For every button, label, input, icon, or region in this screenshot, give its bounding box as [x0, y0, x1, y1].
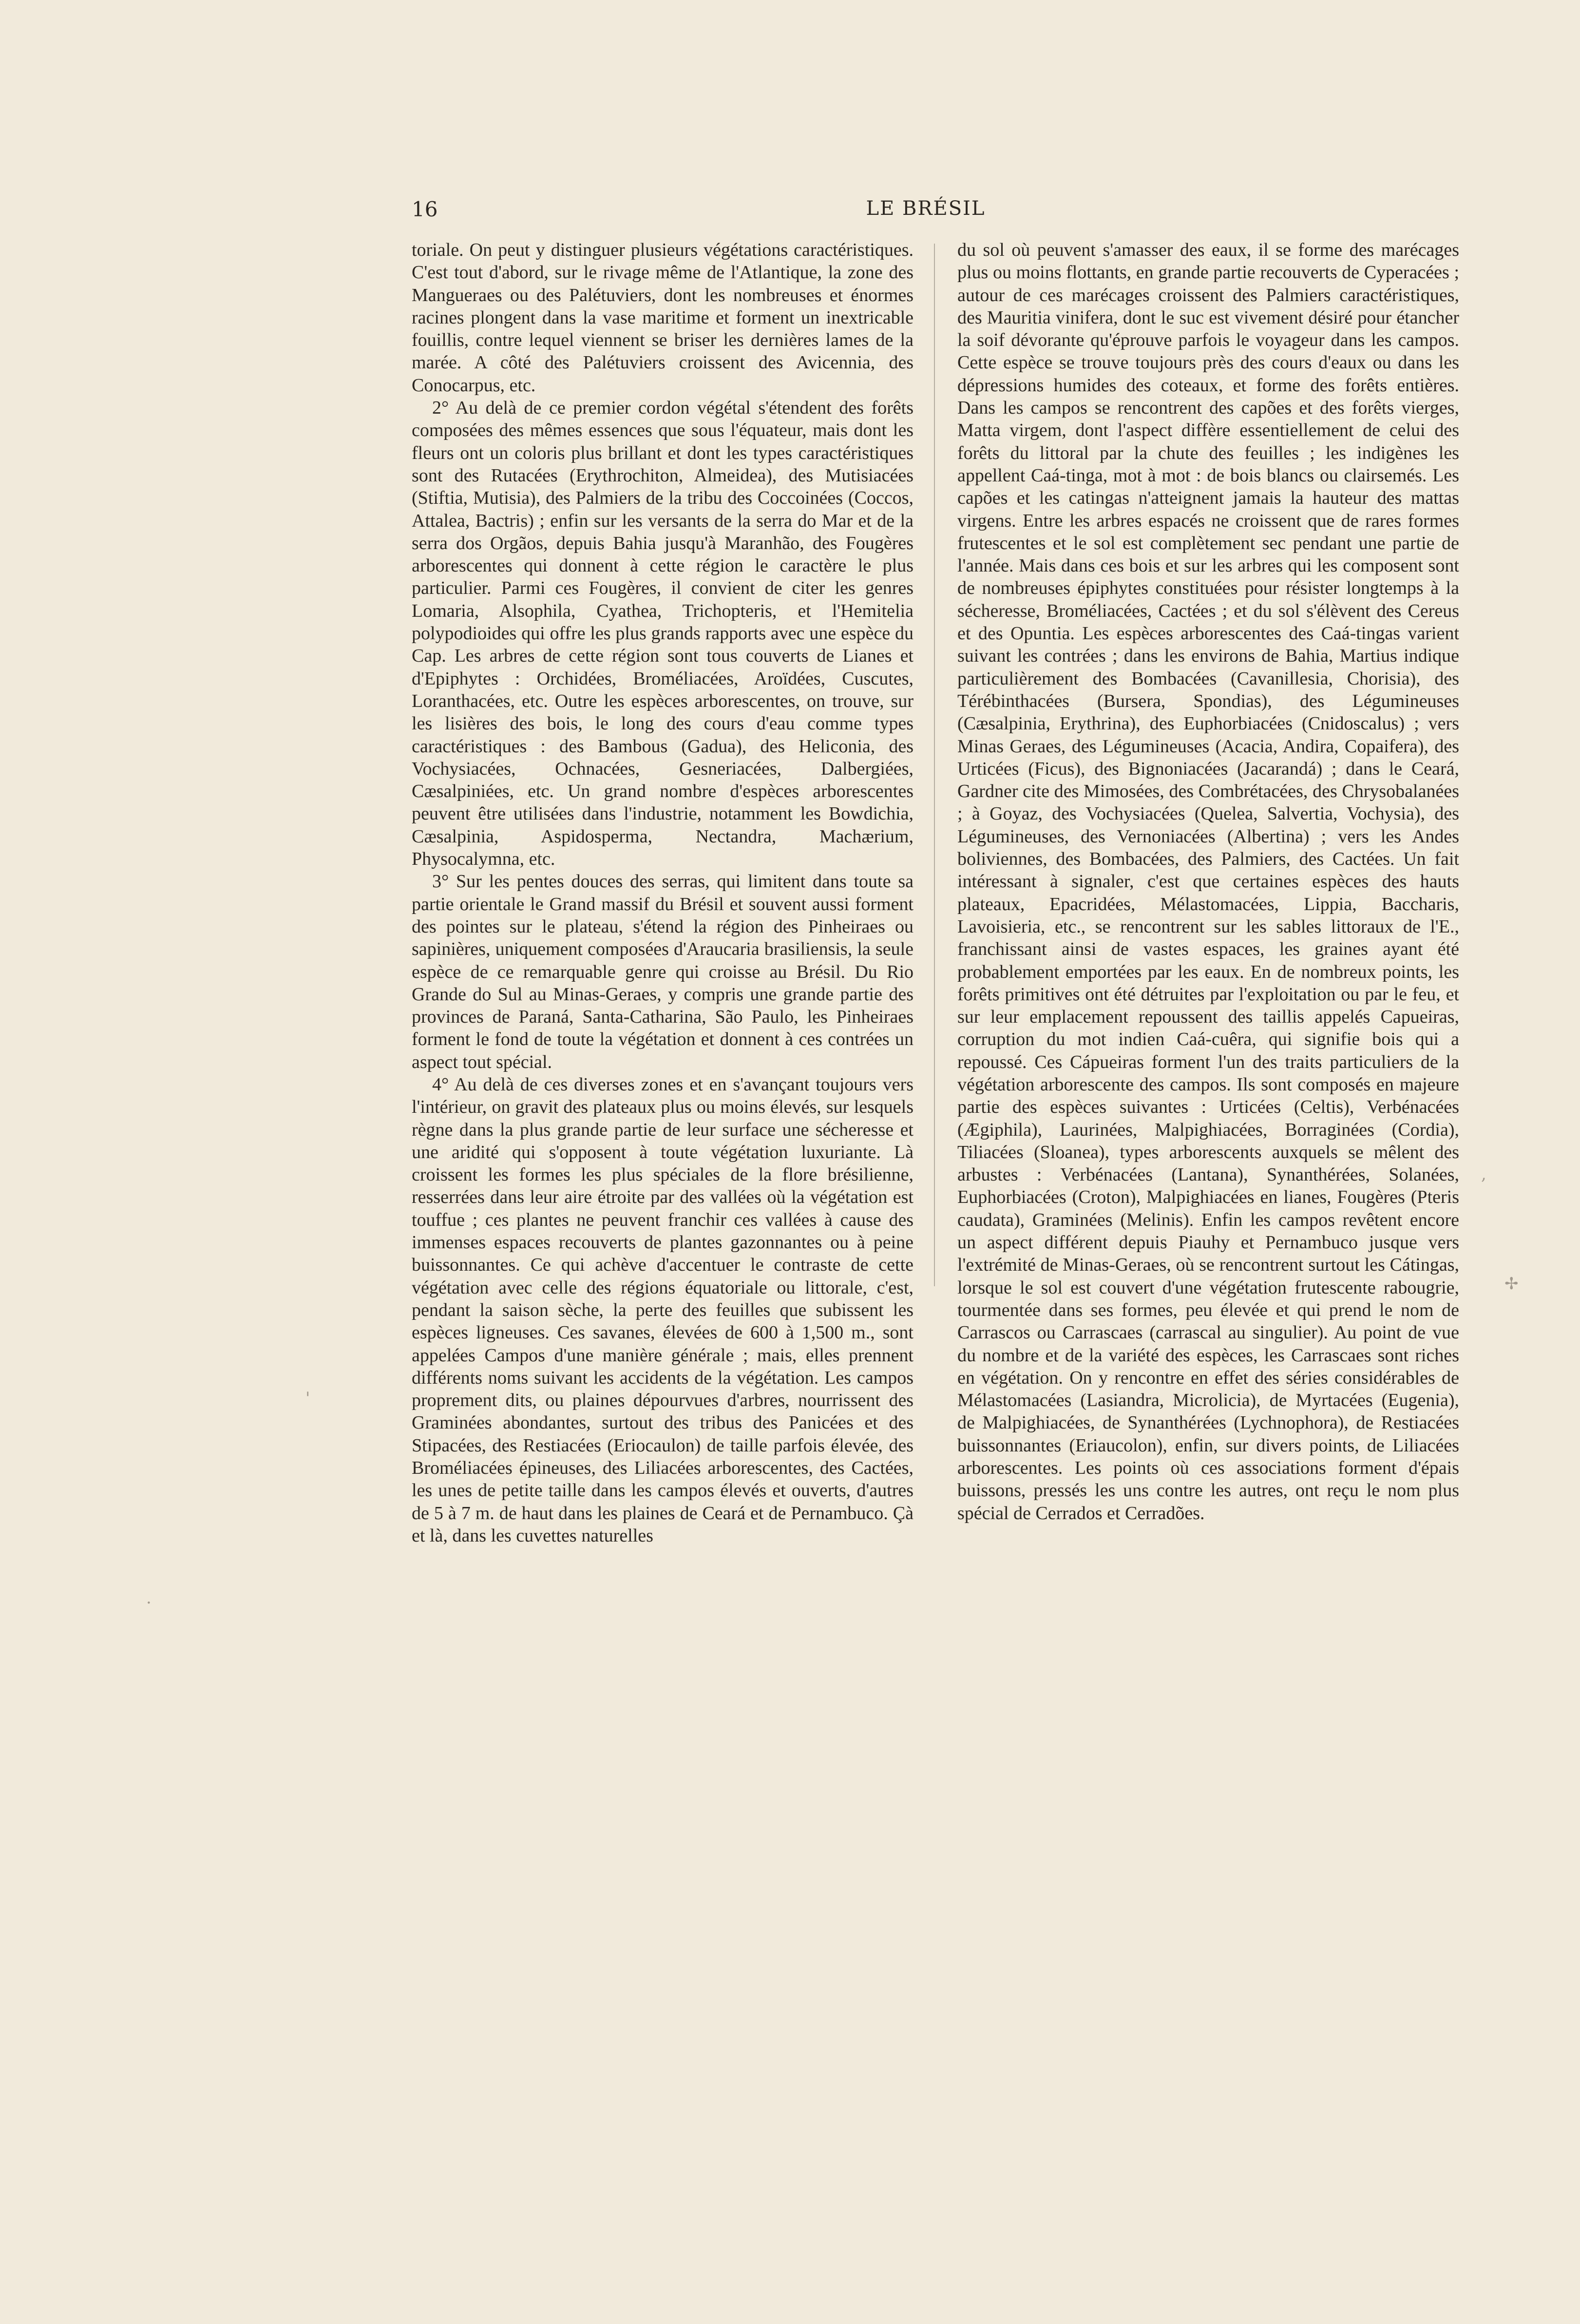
paragraph: 3° Sur les pentes douces des serras, qui limitent dans toute sa partie orientale le Grand massif du Brésil et souvent aussi forment des pointes sur le plateau, s'étend la région des Pinheiraes ou sapinières, uniquement composées d'Araucaria brasiliensis, la seule espèce de ce remarquable genre qui croisse au Brésil. Du Rio Grande do Sul au Minas-Geraes, y compris une grande partie des provinces de Paraná, Santa-Catharina, São Paulo, les Pinheiraes forment le fond de toute la végétation et donnent à ces contrées un aspect tout spécial.: [412, 871, 914, 1072]
margin-asterisk-mark: ✢: [1504, 1274, 1519, 1294]
page-header: [412, 197, 1440, 227]
margin-speck: ': [305, 1389, 310, 1408]
margin-speck: ,: [1481, 1164, 1486, 1184]
right-column: [957, 239, 1459, 1524]
paragraph: toriale. On peut y distinguer plusieurs végétations caractéristiques. C'est tout d'abord, sur le rivage même de l'Atlantique, la zone des Manguerаes ou des Palétuviers, dont les nombreuses et énormes racines plongent dans la vase maritime et forment un inextricable fouillis, contre lequel viennent se briser les dernières lames de la marée. A côté des Palétuviers croissent des Avicennia, des Conocarpus, etc.: [412, 240, 914, 396]
left-column: [412, 239, 914, 1547]
paragraph: du sol où peuvent s'amasser des eaux, il se forme des marécages plus ou moins flottants, en grande partie recouverts de Cyperacées ; autour de ces marécages croissent des Palmiers caractéristiques, des Mauritia vinifera, dont le suc est vivement désiré pour étancher la soif dévorante qu'éprouve parfois le voyageur dans les campos. Cette espèce se trouve toujours près des cours d'eaux ou dans les dépressions humides des coteaux, et forme des forêts entières. Dans les campos se rencontrent des capões et des forêts vierges, Matta virgem, dont l'aspect diffère essentiellement de celui des forêts du littoral par la chute des feuilles ; les indigènes les appellent Caá-tinga, mot à mot : de bois blancs ou clairsemés. Les capões et les catingas n'atteignent jamais la hauteur des mattas virgens. Entre les arbres espacés ne croissent que de rares formes frutescentes et le sol est complètement sec pendant une partie de l'année. Mais dans ces bois et sur les arbres qui les composent sont de nombreuses épiphytes constituées pour résister longtemps à la sécheresse, Broméliacées, Cactées ; et du sol s'élèvent des Cereus et des Opuntia. Les espèces arborescentes des Caá-tingas varient suivant les contrées ; dans les environs de Bahia, Martius indique particulièrement des Bombacées (Cavanillesia, Chorisia), des Térébinthacées (Bursera, Spondias), des Légumineuses (Cæsalpinia, Erythrina), des Euphorbiacées (Cnidoscalus) ; vers Minas Geraes, des Légumineuses (Acacia, Andira, Copaifera), des Urticées (Ficus), des Bignoniacées (Jacarandá) ; dans le Ceará, Gardner cite des Mimosées, des Combrétacées, des Chrysobalanées ; à Goyaz, des Vochysiacées (Quelea, Salvertia, Vochysia), des Légumineuses, des Vernoniacées (Albertina) ; vers les Andes boliviennes, des Bombacées, des Palmiers, des Cactées. Un fait intéressant à signaler, c'est que certaines espèces des hauts plateaux, Epacridées, Mélastomacées, Lippia, Baccharis, Lavoisieria, etc., se rencontrent sur les sables littoraux de l'E., franchissant ainsi de vastes espaces, les graines ayant été probablement emportées par les eaux. En de nombreux points, les forêts primitives ont été détruites par l'exploitation ou par le feu, et sur leur emplacement repoussent des taillis appelés Capueiras, corruption du mot indien Caá-cuêra, qui signifie bois qui a repoussé. Ces Cápueiras forment l'un des traits particuliers de la végétation arborescente des campos. Ils sont composés en majeure partie des espèces suivantes : Urticées (Celtis), Verbénacées (Ægiphila), Laurinées, Malpighiacées, Borraginées (Cordia), Tiliacées (Sloanea), types arborescents auxquels se mêlent des arbustes : Verbénacées (Lantana), Synanthérées, Solanées, Euphorbiacées (Croton), Malpighiacées en lianes, Fougères (Pteris caudata), Graminées (Melinis). Enfin les campos revêtent encore un aspect différent depuis Piauhy et Pernambuco jusque vers l'extrémité de Minas-Geraes, où se rencontrent surtout les Cátingas, lorsque le sol est couvert d'une végétation frutescente rabougrie, tourmentée dans ses formes, peu élevée et qui prend le nom de Carrascos ou Carrascaes (carrascal au singulier). Au point de vue du nombre et de la variété des espèces, les Carrascaes sont riches en végétation. On y rencontre en effet des séries considérables de Mélastomacées (Lasiandra, Microlicia), de Myrtacées (Eugenia), de Malpighiacées, de Synanthérées (Lychnophora), de Restiacées buissonnantes (Eriaucolon), enfin, sur divers points, de Liliacées arborescentes. Les points où ces associations forment d'épais buissons, pressés les uns contre les autres, ont reçu le nom plus spécial de Cerrados et Cerradões.: [957, 240, 1459, 1524]
column-divider: [934, 244, 935, 1286]
page-number: 16: [412, 197, 438, 221]
paragraph: 4° Au delà de ces diverses zones et en s'avançant toujours vers l'intérieur, on gravit des plateaux plus ou moins élevés, sur lesquels règne dans la plus grande partie de leur surface une sécheresse et une aridité qui s'opposent à toute végétation luxuriante. Là croissent les formes les plus spéciales de la flore brésilienne, resserrées dans leur aire étroite par des vallées où la végétation est touffue ; ces plantes ne peuvent franchir ces vallées à cause des immenses espaces recouverts de plantes gazonnantes ou à peine buissonnantes. Ce qui achève d'accentuer le contraste de cette végétation avec celle des régions équatoriale ou littorale, c'est, pendant la saison sèche, la perte des feuilles que subissent les espèces ligneuses. Ces savanes, élevées de 600 à 1,500 m., sont appelées Campos d'une manière générale ; mais, elles prennent différents noms suivant les accidents de la végétation. Les campos proprement dits, ou plaines dépourvues d'arbres, nourrissent des Graminées abondantes, surtout des tribus des Panicées et des Stipacées, des Restiacées (Eriocaulon) de taille parfois élevée, des Broméliacées épineuses, des Liliacées arborescentes, des Cactées, les unes de petite taille dans les campos élevés et ouverts, d'autres de 5 à 7 m. de haut dans les plaines de Ceará et de Pernambuco. Çà et là, dans les cuvettes naturelles: [412, 1074, 914, 1546]
margin-speck: ·: [146, 1593, 152, 1613]
paragraph: 2° Au delà de ce premier cordon végétal s'étendent des forêts composées des mêmes essences que sous l'équateur, mais dont les fleurs ont un coloris plus brillant et dont les types caractéristiques sont des Rutacées (Erythrochiton, Almeidea), des Mutisiacées (Stiftia, Mutisia), des Palmiers de la tribu des Coccoinées (Coccos, Attalea, Bactris) ; enfin sur les versants de la serra do Mar et de la serra dos Orgãos, depuis Bahia jusqu'à Maranhão, des Fougères arborescentes qui donnent à cette région le caractère le plus particulier. Parmi ces Fougères, il convient de citer les genres Lomaria, Alsophila, Cyathea, Trichopteris, et l'Hemitelia polypodioides qui offre les plus grands rapports avec une espèce du Cap. Les arbres de cette région sont tous couverts de Lianes et d'Epiphytes : Orchidées, Broméliacées, Aroïdées, Cuscutes, Loranthacées, etc. Outre les espèces arborescentes, on trouve, sur les lisières des bois, le long des cours d'eau comme types caractéristiques : des Bambous (Gadua), des Heliconia, des Vochysiacées, Ochnacées, Gesneriacées, Dalbergiées, Cæsalpiniées, etc. Un grand nombre d'espèces arborescentes peuvent être utilisées dans l'industrie, notamment les Bowdichia, Cæsalpinia, Aspidosperma, Nectandra, Machærium, Physocalymna, etc.: [412, 398, 914, 870]
running-title: LE BRÉSIL: [866, 197, 986, 220]
